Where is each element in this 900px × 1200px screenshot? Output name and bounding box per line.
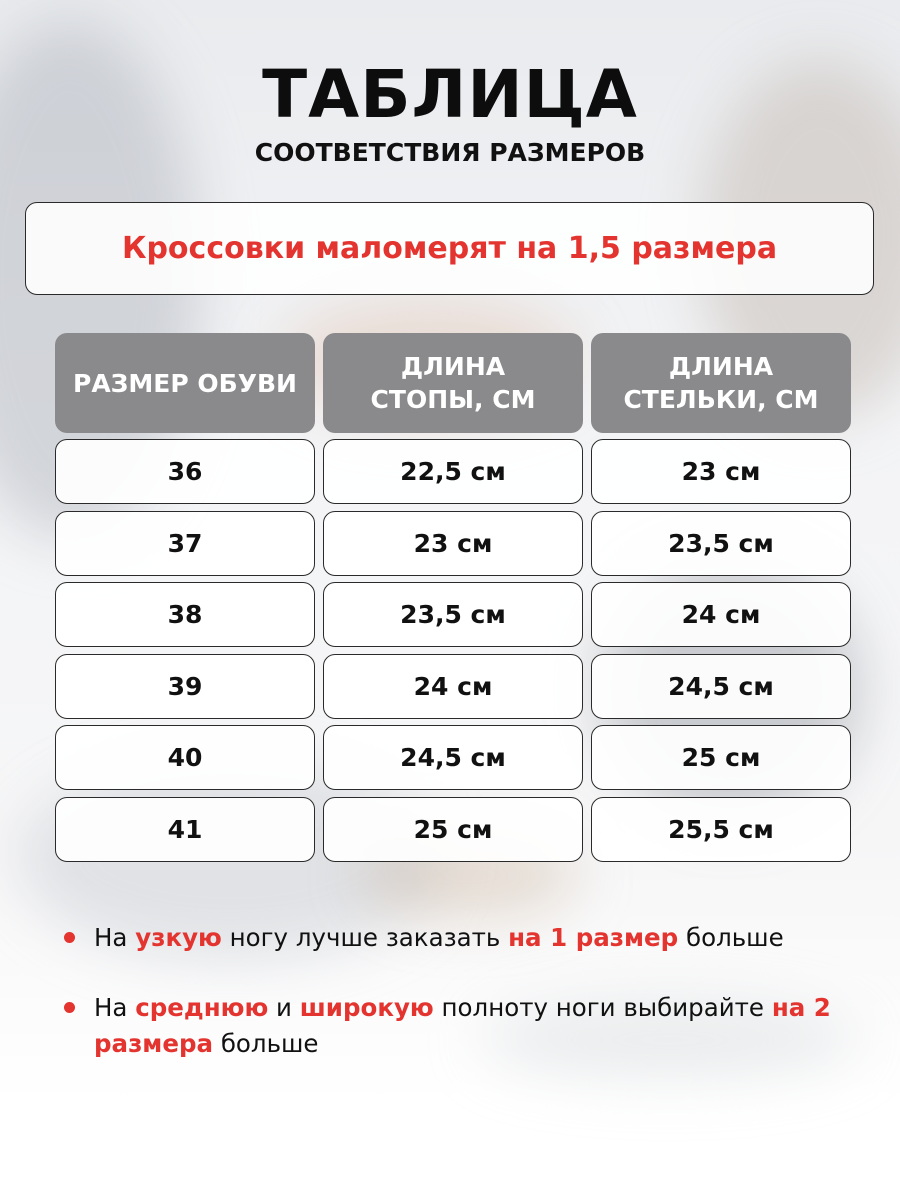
tip-highlight: на 1 размер	[508, 923, 679, 952]
table-row	[55, 511, 851, 576]
insole-length-cell: 23 см	[591, 439, 851, 504]
tip-text: больше	[213, 1029, 319, 1058]
insole-length-cell: 23,5 см	[591, 511, 851, 576]
page-subtitle: СООТВЕТСТВИЯ РАЗМЕРОВ	[254, 138, 646, 167]
foot-length-cell: 23,5 см	[323, 582, 583, 647]
sizing-notice-text: Кроссовки маломерят на 1,5 размера	[121, 231, 778, 266]
table-row	[55, 582, 851, 647]
bullet-dot-icon	[64, 932, 75, 943]
foot-length-cell: 25 см	[323, 797, 583, 862]
insole-length-cell: 24 см	[591, 582, 851, 647]
tip-text: ногу лучше заказать	[221, 923, 509, 952]
size-table-header-row	[55, 333, 851, 433]
insole-length-cell: 24,5 см	[591, 654, 851, 719]
header-insole-length: ДЛИНА СТЕЛЬКИ, СМ	[591, 333, 851, 433]
tip-text: и	[268, 993, 300, 1022]
foot-length-cell: 24 см	[323, 654, 583, 719]
tip-medium-wide-foot	[62, 990, 862, 1062]
bullet-dot-icon	[64, 1002, 75, 1013]
sizing-notice-box	[25, 202, 874, 295]
tip-text: больше	[678, 923, 784, 952]
tip-highlight: на 2 размера	[94, 993, 831, 1058]
shoe-size-cell: 41	[55, 797, 315, 862]
foot-length-cell: 22,5 см	[323, 439, 583, 504]
table-row	[55, 439, 851, 504]
size-table	[55, 333, 851, 868]
tip-highlight: узкую	[135, 923, 222, 952]
table-row	[55, 797, 851, 862]
insole-length-cell: 25 см	[591, 725, 851, 790]
sizing-tips	[62, 920, 862, 1096]
table-row	[55, 654, 851, 719]
tip-highlight: широкую	[299, 993, 434, 1022]
size-table-body	[55, 439, 851, 868]
tip-narrow-foot	[62, 920, 862, 956]
tip-text: полноту ноги выбирайте	[433, 993, 772, 1022]
foot-length-cell: 23 см	[323, 511, 583, 576]
shoe-size-cell: 37	[55, 511, 315, 576]
shoe-size-cell: 36	[55, 439, 315, 504]
header-foot-length: ДЛИНА СТОПЫ, СМ	[323, 333, 583, 433]
foot-length-cell: 24,5 см	[323, 725, 583, 790]
header-shoe-size: РАЗМЕР ОБУВИ	[55, 333, 315, 433]
insole-length-cell: 25,5 см	[591, 797, 851, 862]
tip-highlight: среднюю	[135, 993, 269, 1022]
shoe-size-cell: 40	[55, 725, 315, 790]
shoe-size-cell: 38	[55, 582, 315, 647]
page-title: ТАБЛИЦА	[262, 56, 638, 133]
tip-text: На	[94, 993, 136, 1022]
tip-text: На	[94, 923, 136, 952]
table-row	[55, 725, 851, 790]
shoe-size-cell: 39	[55, 654, 315, 719]
